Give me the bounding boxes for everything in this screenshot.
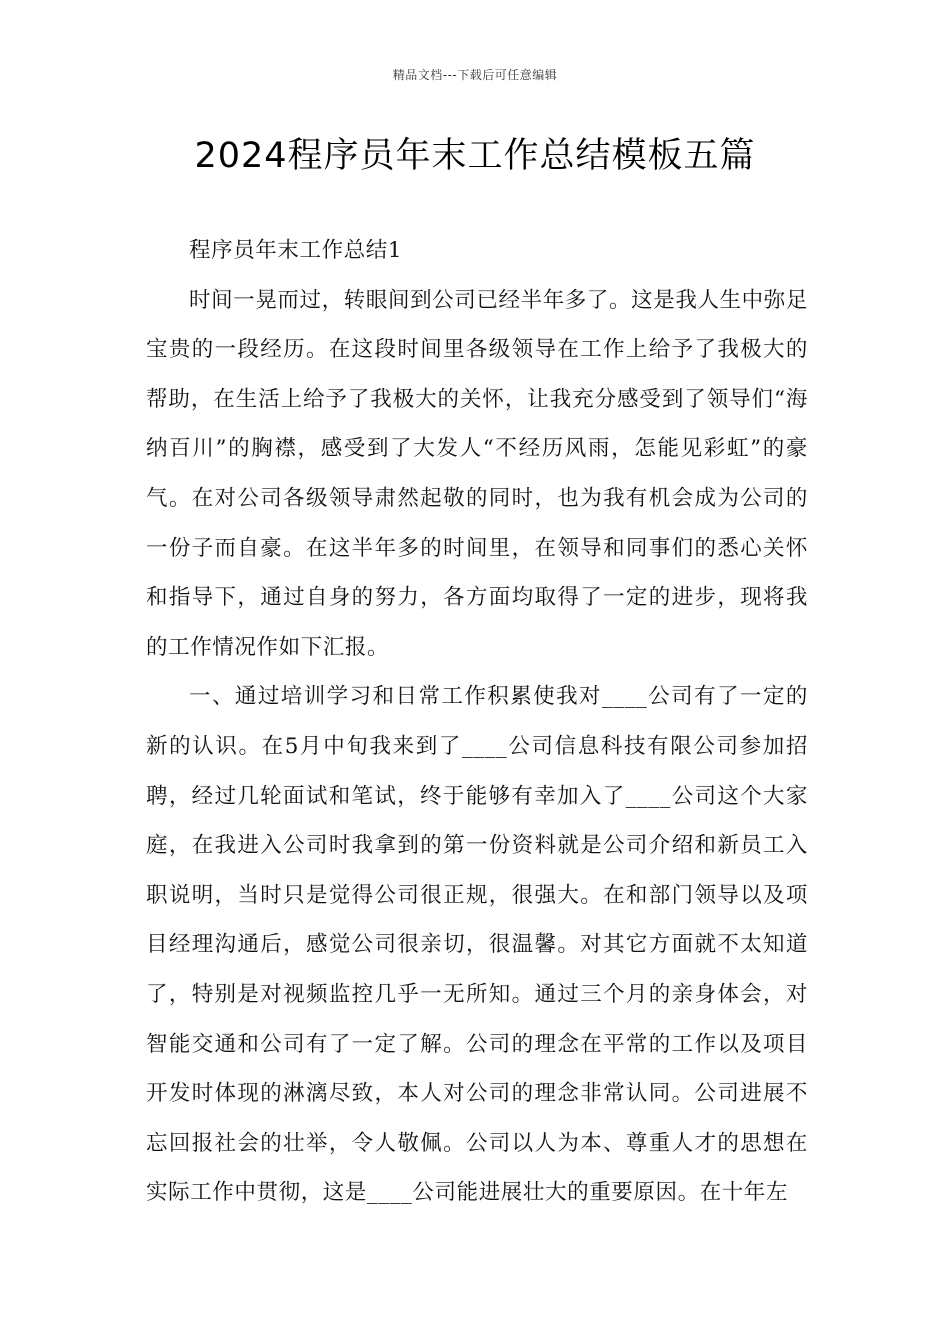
header-note: 精品文档---下载后可任意编辑 [392,68,558,82]
section-heading: 程序员年末工作总结1 [189,238,403,263]
paragraph-1: 时间一晃而过，转眼间到公司已经半年多了。这是我人生中弥足宝贵的一段经历。在这段时间里各级领导在工作上给予了我极大的帮助，在生活上给予了我极大的关怀，让我充分感受到了领导们“海纳百川”的胸襟，感受到了大发人“不经历风雨，怎能见彩虹”的豪气。在对公司各级领导肃然起敬的同时，也为我有机会成为公司的一份子而自豪。在这半年多的时间里，在领导和同事们的悉心关怀和指导下，通过自身的努力，各方面均取得了一定的进步，现将我的工作情况作如下汇报。 [146,287,808,660]
document-body [146,226,808,1218]
paragraph-2: 一、通过培训学习和日常工作积累使我对____公司有了一定的新的认识。在5月中旬我来到了____公司信息科技有限公司参加招聘，经过几轮面试和笔试，终于能够有幸加入了____公司这个大家庭，在我进入公司时我拿到的第一份资料就是公司介绍和新员工入职说明，当时只是觉得公司很正规，很强大。在和部门领导以及项目经理沟通后，感觉公司很亲切，很温馨。对其它方面就不太知道了，特别是对视频监控几乎一无所知。通过三个月的亲身体会，对智能交通和公司有了一定了解。公司的理念在平常的工作以及项目开发时体现的淋漓尽致，本人对公司的理念非常认同。公司进展不忘回报社会的壮举，令人敬佩。公司以人为本、尊重人才的思想在实际工作中贯彻，这是____公司能进展壮大的重要原因。在十年左 [146,684,808,1206]
document-title: 2024程序员年末工作总结模板五篇 [194,136,756,176]
